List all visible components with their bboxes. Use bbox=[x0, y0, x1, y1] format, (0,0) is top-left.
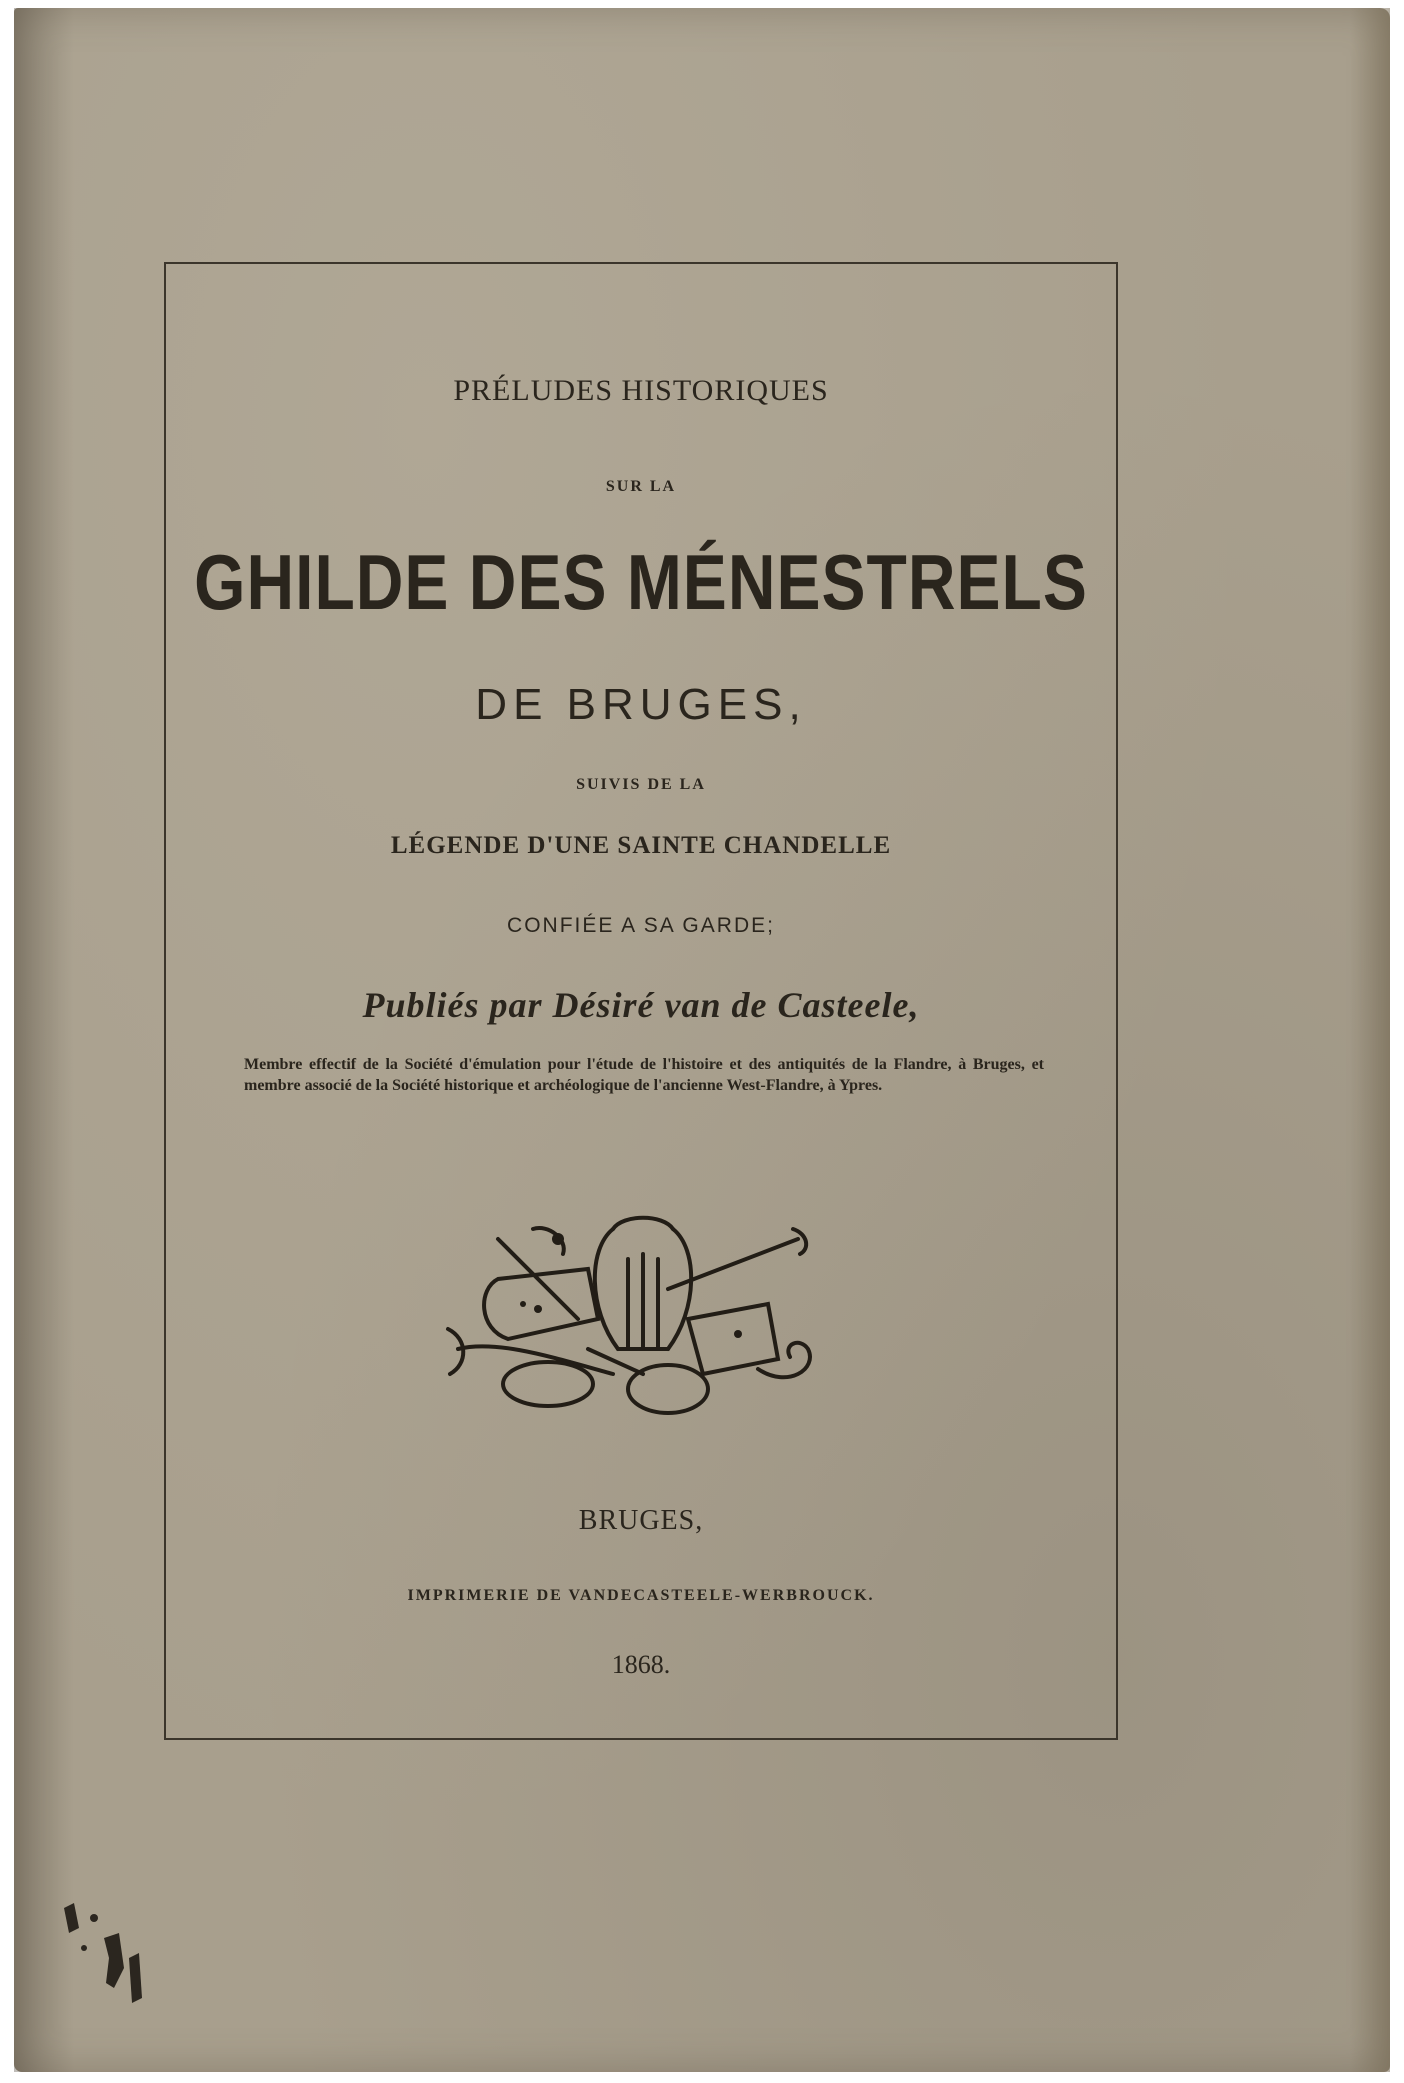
printer: IMPRIMERIE DE VANDECASTEELE-WERBROUCK. bbox=[407, 1587, 875, 1604]
legend-subtitle: CONFIÉE A SA GARDE; bbox=[507, 914, 775, 937]
book-cover bbox=[14, 8, 1390, 2072]
legend-title: LÉGENDE D'UNE SAINTE CHANDELLE bbox=[390, 832, 892, 859]
worn-page-edge bbox=[1350, 8, 1390, 2072]
title-line-1: PRÉLUDES HISTORIQUES bbox=[453, 374, 829, 407]
place: BRUGES, bbox=[578, 1505, 704, 1536]
spine-shadow bbox=[14, 8, 74, 2072]
title-frame bbox=[164, 262, 1118, 1740]
ink-stain bbox=[44, 1888, 154, 2028]
author-line: Publiés par Désiré van de Casteele, bbox=[362, 985, 920, 1025]
subtitle: DE BRUGES, bbox=[475, 680, 807, 729]
connector-text: SUIVIS DE LA bbox=[576, 776, 706, 793]
musical-instruments-vignette-icon bbox=[438, 1199, 838, 1419]
main-title: GHILDE DES MÉNESTRELS bbox=[194, 538, 1088, 626]
title-line-2: SUR LA bbox=[605, 478, 677, 495]
author-credentials: Membre effectif de la Société d'émulation pour l'étude de l'histoire et des antiquités de la Flandre, à Bruges, et membre associé de la Société historique et archéologique de l'ancienne West-Flandre, à Ypres. bbox=[244, 1056, 1044, 1094]
year: 1868. bbox=[611, 1650, 671, 1679]
